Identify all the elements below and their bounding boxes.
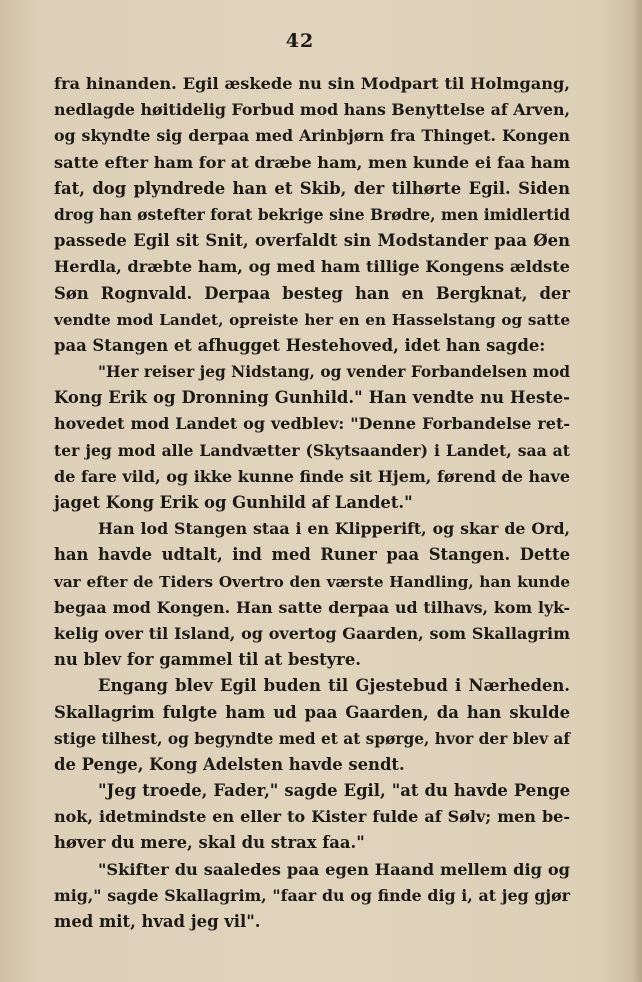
text-line: fat, dog plyndrede han et Skib, der tilhørte Egil. Siden (54, 178, 570, 198)
body-text (54, 71, 570, 935)
text-line: Han lod Stangen staa i en Klipperift, og skar de Ord, (98, 519, 570, 539)
text-line: mig," sagde Skallagrim, "faar du og finde dig i, at jeg gjør (54, 885, 570, 905)
text-line: Herdla, dræbte ham, og med ham tillige Kongens ældste (54, 257, 570, 277)
text-line: drog han østefter forat bekrige sine Brødre, men imidlertid (54, 205, 570, 224)
text-line: stige tilhest, og begyndte med et at spørge, hvor der blev af (54, 729, 570, 748)
text-line: fra hinanden. Egil æskede nu sin Modpart til Holmgang, (54, 74, 570, 93)
text-line: Kong Erik og Dronning Gunhild." Han vendte nu Heste- (54, 388, 570, 408)
text-line: ter jeg mod alle Landvætter (Skytsaander) i Landet, saa at (54, 440, 570, 460)
text-line: kelig over til Island, og overtog Gaarden, som Skallagrim (54, 623, 570, 643)
text-line: nedlagde høitidelig Forbud mod hans Benyttelse af Arven, (54, 100, 570, 120)
text-line: paa Stangen et afhugget Hestehoved, idet han sagde: (54, 335, 546, 355)
text-line: nu blev for gammel til at bestyre. (54, 650, 361, 670)
text-line: "Her reiser jeg Nidstang, og vender Forbandelsen mod (98, 363, 570, 382)
text-line: hovedet mod Landet og vedblev: "Denne Forbandelse ret- (54, 414, 570, 434)
text-line: nok, idetmindste en eller to Kister fulde af Sølv; men be- (54, 807, 570, 827)
text-line: begaa mod Kongen. Han satte derpaa ud tilhavs, kom lyk- (54, 597, 570, 617)
text-line: de Penge, Kong Adelsten havde sendt. (54, 754, 405, 774)
page-edge-shadow (632, 0, 642, 982)
text-line: satte efter ham for at dræbe ham, men kunde ei faa ham (54, 152, 570, 172)
text-line: passede Egil sit Snit, overfaldt sin Modstander paa Øen (54, 231, 570, 251)
text-line: de fare vild, og ikke kunne finde sit Hjem, førend de have (54, 466, 570, 486)
text-line: jaget Kong Erik og Gunhild af Landet." (54, 493, 413, 512)
text-line: med mit, hvad jeg vil". (54, 912, 261, 931)
text-line: Engang blev Egil buden til Gjestebud i Nærheden. (98, 676, 570, 696)
text-line: og skyndte sig derpaa med Arinbjørn fra Thinget. Kongen (54, 126, 570, 146)
page-number: 42 (285, 30, 315, 52)
text-line: høver du mere, skal du strax faa." (54, 833, 365, 853)
text-line: han havde udtalt, ind med Runer paa Stangen. Dette (54, 545, 570, 565)
text-line: vendte mod Landet, opreiste her en en Hasselstang og satte (54, 310, 570, 329)
text-line: Søn Rognvald. Derpaa besteg han en Bergknat, der (54, 283, 570, 303)
text-line: Skallagrim fulgte ham ud paa Gaarden, da han skulde (54, 702, 570, 722)
text-line: "Jeg troede, Fader," sagde Egil, "at du havde Penge (98, 781, 570, 801)
text-line: var efter de Tiders Overtro den værste Handling, han kunde (54, 572, 570, 591)
text-line: "Skifter du saaledes paa egen Haand mellem dig og (98, 859, 570, 879)
